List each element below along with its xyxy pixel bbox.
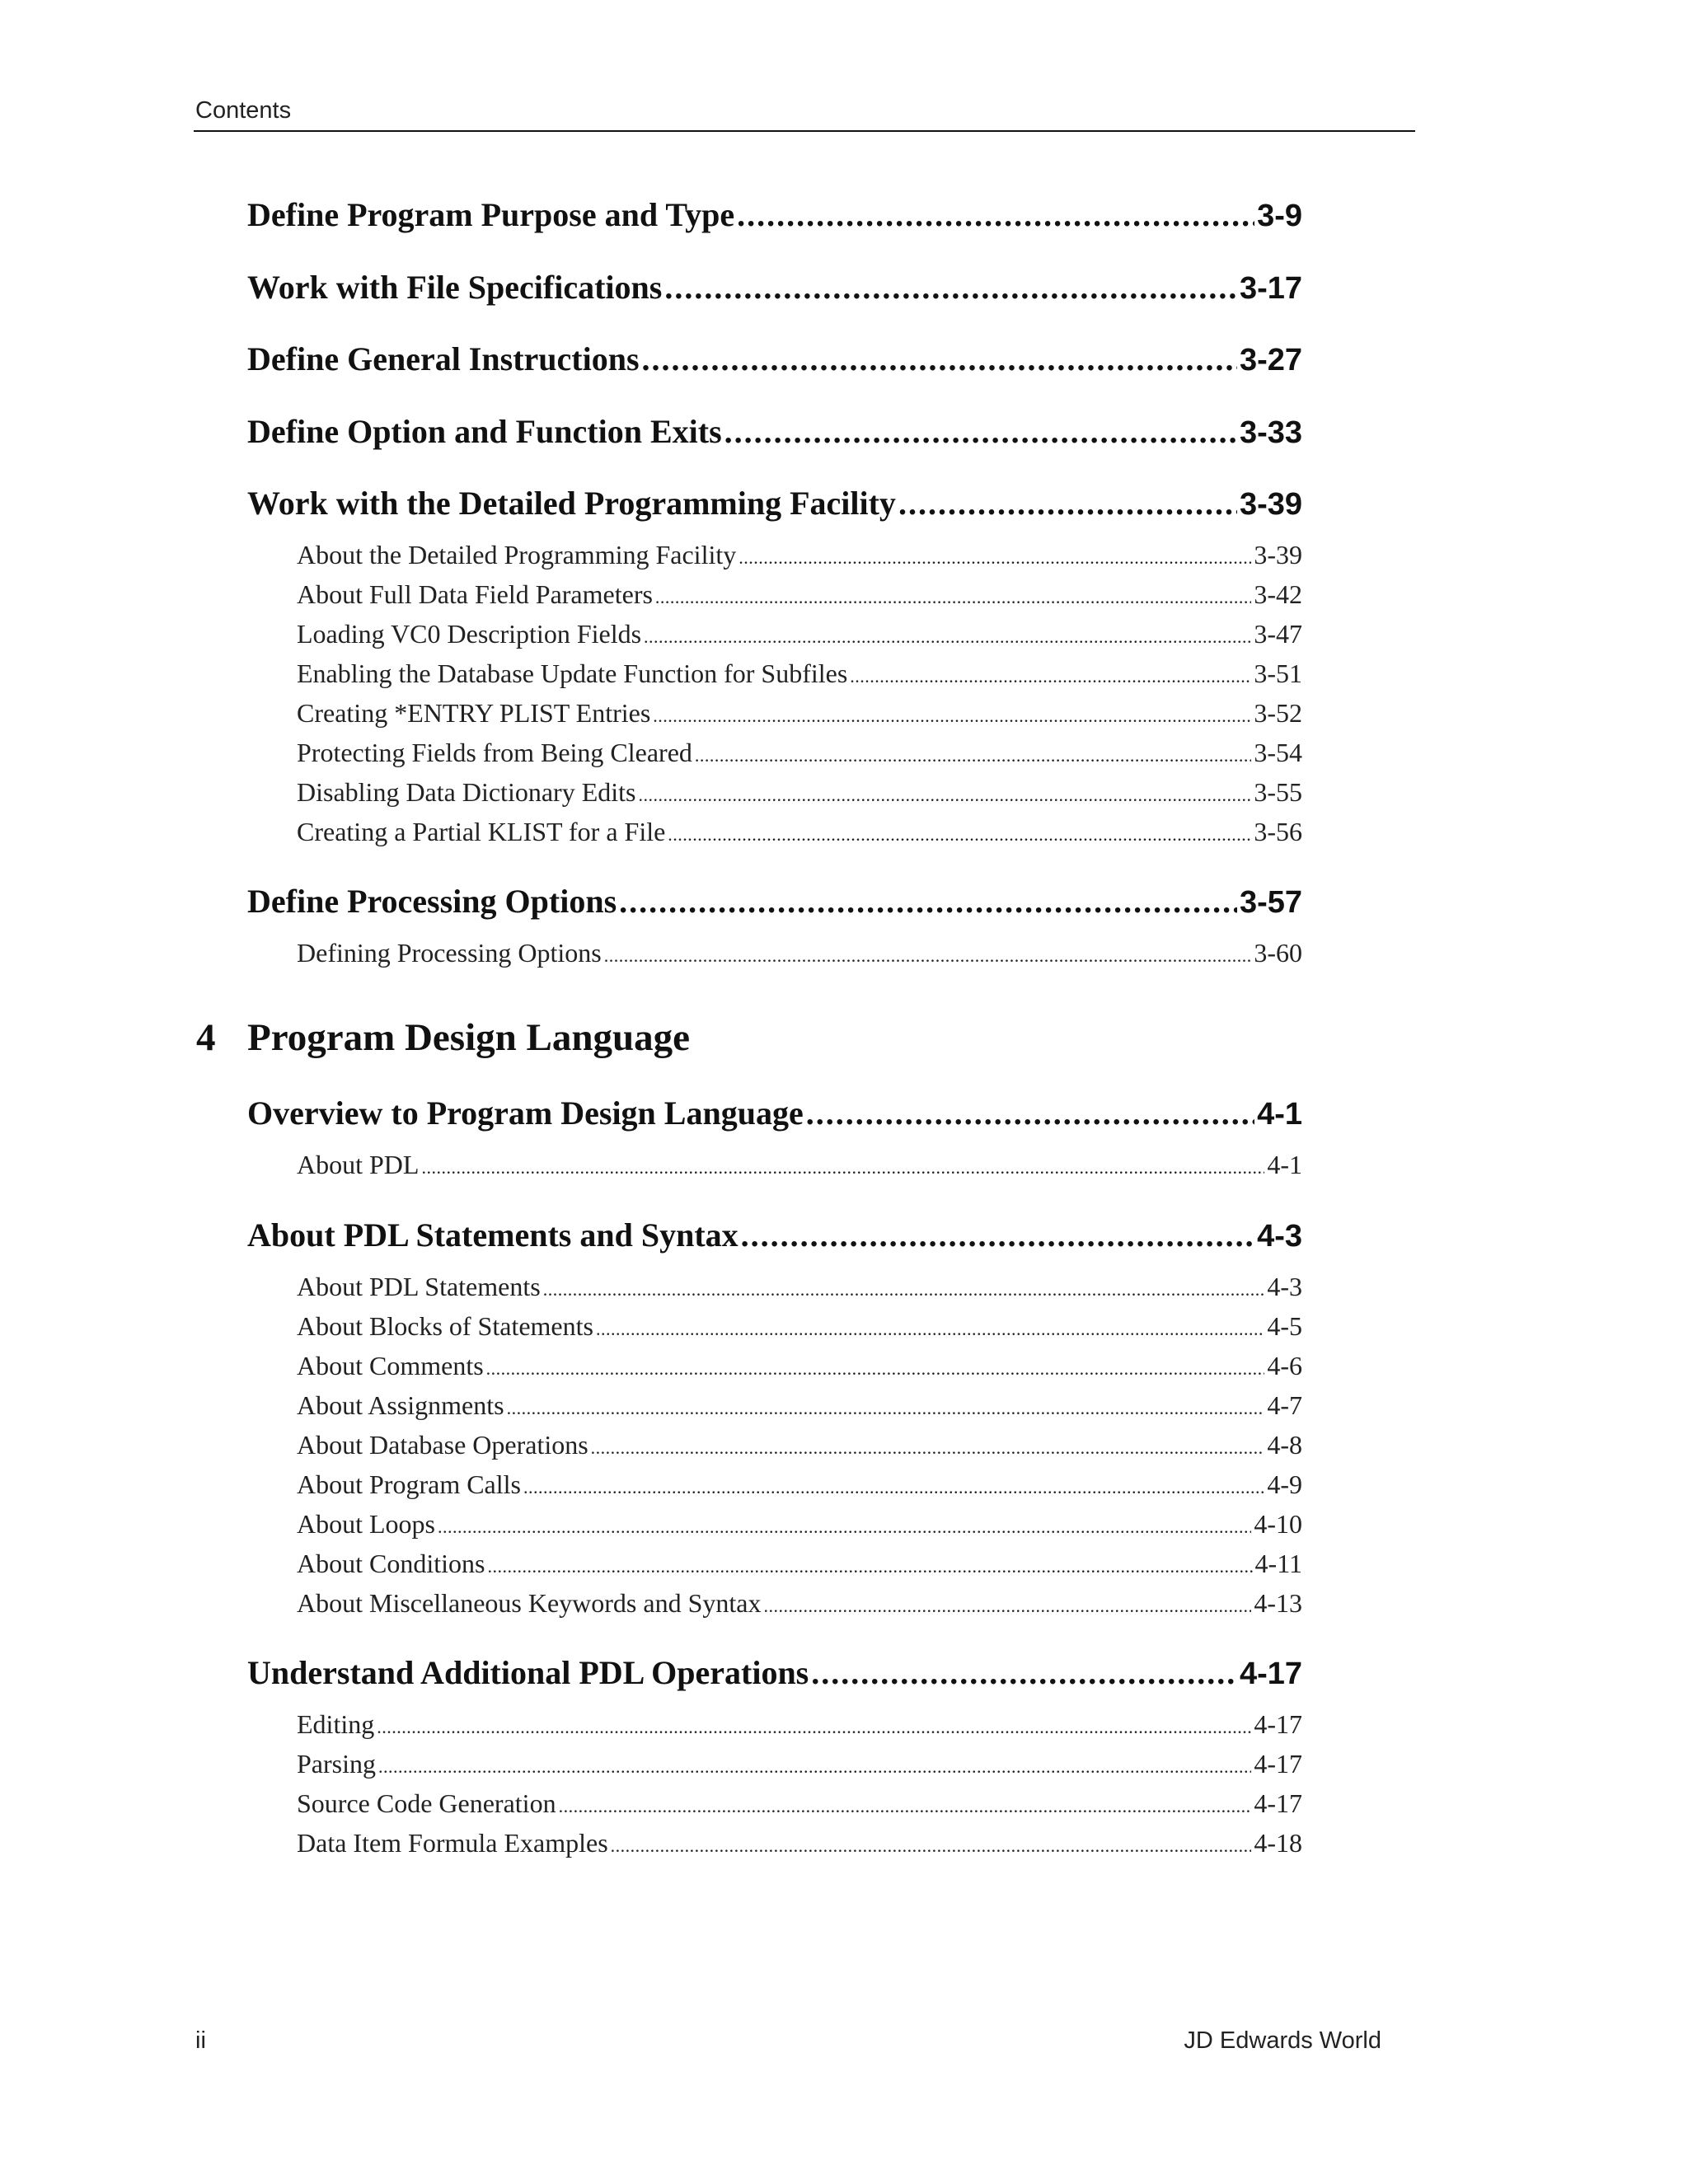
toc-entry-page: 4-5 [1267,1311,1302,1341]
toc-entry-page: 3-33 [1239,415,1302,450]
toc-entry-page: 4-7 [1267,1390,1302,1420]
toc-entry-title: Define Program Purpose and Type [247,196,735,233]
toc-section-processing-options[interactable] [247,882,1302,921]
toc-entry-title: Define Processing Options [247,883,617,920]
chapter-number: 4 [196,1016,216,1059]
dot-leader [638,777,1251,808]
toc-entry-title: Creating *ENTRY PLIST Entries [297,698,651,728]
footer-page-number: ii [195,2027,206,2054]
toc-section-define-program-purpose[interactable] [247,195,1302,234]
toc-entry-page: 3-9 [1257,199,1302,233]
dot-leader [737,195,1254,234]
toc-section-pdl-statements[interactable] [247,1216,1302,1254]
toc-entry-title: About Conditions [297,1549,485,1578]
dot-leader [438,1509,1251,1540]
toc-entry-page: 3-51 [1254,658,1302,688]
toc-entry-page: 4-6 [1267,1351,1302,1380]
dot-leader [421,1150,1264,1180]
dot-leader [655,579,1251,610]
toc-entry-page: 3-39 [1254,540,1302,569]
dot-leader [664,268,1237,307]
toc-entry-page: 4-13 [1254,1588,1302,1618]
toc-subentry[interactable] [297,1390,1302,1421]
running-header: Contents [195,97,292,124]
toc-entry-page: 3-55 [1254,777,1302,807]
toc-entry-title: About Comments [297,1351,484,1380]
toc-entry-page: 4-9 [1267,1469,1302,1499]
toc-entry-title: Define General Instructions [247,340,640,377]
toc-entry-page: 3-54 [1254,738,1302,767]
dot-leader [738,540,1251,570]
toc-section-overview-pdl[interactable] [247,1094,1302,1132]
toc-entry-title: Define Option and Function Exits [247,413,722,450]
dot-leader [377,1709,1251,1740]
toc-entry-page: 4-3 [1267,1272,1302,1301]
toc-subentry[interactable] [297,1351,1302,1381]
toc-entry-title: Editing [297,1709,375,1739]
dot-leader [811,1653,1237,1692]
toc-subentry[interactable] [297,540,1302,570]
toc-subentry[interactable] [297,1311,1302,1342]
toc-entry-page: 4-8 [1267,1430,1302,1460]
toc-section-option-function-exits[interactable] [247,412,1302,451]
toc-entry-page: 4-17 [1239,1657,1302,1691]
toc-entry-title: About PDL Statements and Syntax [247,1216,738,1254]
toc-entry-title: Data Item Formula Examples [297,1828,608,1858]
toc-entry-title: About Database Operations [297,1430,588,1460]
toc-subentry[interactable] [297,1788,1302,1819]
dot-leader [644,619,1251,649]
toc-entry-page: 3-27 [1239,343,1302,377]
toc-entry-title: Parsing [297,1749,376,1779]
toc-entry-title: About Miscellaneous Keywords and Syntax [297,1588,762,1618]
toc-section-additional-pdl[interactable] [247,1653,1302,1692]
toc-entry-page: 4-10 [1254,1509,1302,1539]
dot-leader [596,1311,1264,1342]
toc-entry-page: 3-17 [1239,271,1302,306]
dot-leader [806,1094,1254,1132]
dot-leader [619,882,1237,921]
dot-leader [763,1588,1251,1619]
footer-publisher: JD Edwards World [1184,2027,1381,2054]
toc-subentry[interactable] [297,1150,1302,1180]
toc-section-detailed-programming[interactable] [247,484,1302,523]
toc-subentry[interactable] [297,1549,1302,1579]
toc-subentry[interactable] [297,1828,1302,1858]
toc-entry-page: 3-60 [1254,938,1302,968]
dot-leader [642,340,1237,378]
dot-leader [850,658,1251,689]
toc-subentry[interactable] [297,1509,1302,1540]
toc-entry-title: Loading VC0 Description Fields [297,619,642,649]
toc-section-file-specifications[interactable] [247,268,1302,307]
dot-leader [378,1749,1251,1779]
toc-entry-page: 4-17 [1254,1788,1302,1818]
toc-subentry[interactable] [297,1430,1302,1460]
toc-entry-page: 3-39 [1239,487,1302,522]
toc-subentry[interactable] [297,619,1302,649]
toc-entry-title: About Blocks of Statements [297,1311,593,1341]
toc-subentry[interactable] [297,817,1302,847]
toc-entry-page: 3-52 [1254,698,1302,728]
dot-leader [543,1272,1265,1302]
toc-entry-title: Work with the Detailed Programming Facility [247,485,896,522]
toc-subentry[interactable] [297,698,1302,729]
toc-subentry[interactable] [297,938,1302,968]
toc-entry-page: 3-57 [1239,885,1302,920]
toc-subentry[interactable] [297,1588,1302,1619]
toc-subentry[interactable] [297,738,1302,768]
toc-entry-page: 4-17 [1254,1749,1302,1779]
toc-subentry[interactable] [297,658,1302,689]
dot-leader [487,1549,1252,1579]
toc-entry-title: Enabling the Database Update Function for Subfiles [297,658,848,688]
toc-entry-page: 3-56 [1254,817,1302,846]
toc-entry-page: 4-1 [1257,1097,1302,1132]
toc-subentry[interactable] [297,579,1302,610]
dot-leader [653,698,1251,729]
toc-entry-title: About Assignments [297,1390,504,1420]
toc-subentry[interactable] [297,1749,1302,1779]
dot-leader [486,1351,1265,1381]
dot-leader [523,1469,1264,1500]
toc-entry-title: Protecting Fields from Being Cleared [297,738,692,767]
toc-entry-title: Work with File Specifications [247,269,663,306]
toc-entry-page: 4-11 [1254,1549,1302,1578]
dot-leader [695,738,1251,768]
toc-entry-title: About PDL [297,1150,420,1179]
toc-entry-title: About Program Calls [297,1469,521,1499]
dot-leader [898,484,1237,523]
toc-entry-title: Creating a Partial KLIST for a File [297,817,666,846]
toc-entry-title: About Loops [297,1509,435,1539]
dot-leader [611,1828,1252,1858]
toc-entry-page: 3-47 [1254,619,1302,649]
toc-entry-page: 4-18 [1254,1828,1302,1858]
toc-chapter-heading[interactable] [196,1015,690,1060]
toc-section-general-instructions[interactable] [247,340,1302,378]
toc-entry-title: About PDL Statements [297,1272,541,1301]
header-rule [194,130,1415,132]
toc-subentry[interactable] [297,777,1302,808]
toc-entry-page: 3-42 [1254,579,1302,609]
chapter-title: Program Design Language [247,1016,691,1059]
toc-entry-page: 4-3 [1257,1219,1302,1254]
toc-entry-title: Defining Processing Options [297,938,602,968]
toc-entry-title: Overview to Program Design Language [247,1094,804,1132]
toc-subentry[interactable] [297,1709,1302,1740]
toc-entry-title: Source Code Generation [297,1788,556,1818]
toc-entry-title: About Full Data Field Parameters [297,579,653,609]
toc-entry-title: About the Detailed Programming Facility [297,540,737,569]
toc-subentry[interactable] [297,1469,1302,1500]
dot-leader [591,1430,1265,1460]
toc-entry-title: Disabling Data Dictionary Edits [297,777,636,807]
toc-subentry[interactable] [297,1272,1302,1302]
dot-leader [741,1216,1254,1254]
dot-leader [668,817,1251,847]
toc-entry-page: 4-1 [1267,1150,1302,1179]
toc-entry-page: 4-17 [1254,1709,1302,1739]
dot-leader [559,1788,1252,1819]
dot-leader [604,938,1252,968]
dot-leader [507,1390,1265,1421]
toc-entry-title: Understand Additional PDL Operations [247,1654,809,1691]
dot-leader [724,412,1237,451]
